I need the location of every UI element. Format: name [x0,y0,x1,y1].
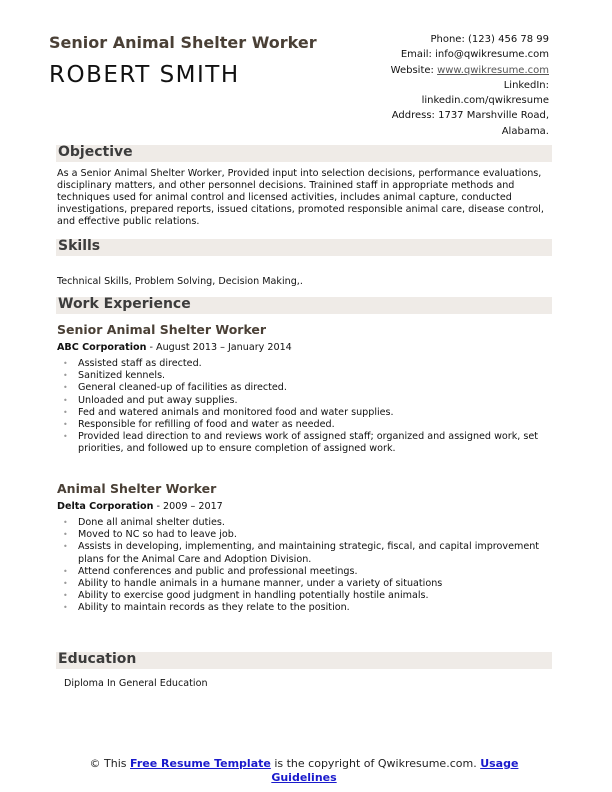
contact-linkedin: linkedin.com/qwikresume [421,95,549,107]
section-work-experience-header [56,297,552,314]
contact-email [349,47,549,62]
list-item: • Assisted staff as directed. [57,358,552,370]
contact-address [349,108,549,123]
website-label: Website: [390,64,434,76]
address-line1: 1737 Marshville Road, [438,110,549,122]
contact-website [349,63,549,78]
list-item: • Fed and watered animals and monitored food and water supplies. [57,407,552,419]
job-title-1: Senior Animal Shelter Worker [57,322,267,337]
list-item: • Unloaded and put away supplies. [57,395,552,407]
address-label: Address: [391,110,435,122]
education-text: Diploma In General Education [64,678,208,689]
list-item: • Assists in developing, implementing, and maintaining strategic, fiscal, and capital improvement plans for the Animal Care and Adoption Division. [57,541,552,565]
list-item: • Provided lead direction to and reviews work of assigned staff; organized and assigned work, set priorities, and followed up to ensure completion of assigned work. [57,431,552,455]
company-name: Delta Corporation [57,501,154,512]
footer-middle: is the copyright of Qwikresume.com. [270,757,481,770]
contact-linkedin-label: LinkedIn: [503,79,549,91]
usage-guidelines-link[interactable]: Usage Guidelines [271,757,519,784]
job-2-bullets [57,517,552,615]
list-item: • Ability to exercise good judgment in handling potentially hostile animals. [57,590,552,602]
company-name: ABC Corporation [57,342,147,353]
list-item: • Sanitized kennels. [57,370,552,382]
list-item: • Moved to NC so had to leave job. [57,529,552,541]
section-objective-header [56,145,552,162]
company-line-1 [57,342,292,353]
section-heading: Skills [58,238,101,254]
objective-text: As a Senior Animal Shelter Worker, Provided input into selection decisions, performance evaluations, disciplinary matters, and other personnel decisions. Trainined staff in appropriate methods and techniques used for animal control and licensed activities, includes animal capture, conducted investigations, prepared reports, issued citations, promoted responsible animal care, disease control, and effective public relations. [57,168,544,227]
section-heading: Work Experience [58,296,191,312]
section-education-header [56,652,552,669]
section-skills-header [56,239,552,256]
section-heading: Objective [58,144,133,160]
website-link[interactable]: www.qwikresume.com [437,64,549,76]
job-title-2: Animal Shelter Worker [57,481,217,496]
header-job-title: Senior Animal Shelter Worker [49,33,317,52]
list-item: • Ability to handle animals in a humane manner, under a variety of situations [57,578,552,590]
footer-prefix: © This [89,757,131,770]
list-item: • Attend conferences and public and professional meetings. [57,566,552,578]
list-item: • Ability to maintain records as they relate to the position. [57,602,552,614]
phone-label: Phone: [430,34,465,45]
list-item: • Done all animal shelter duties. [57,517,552,529]
list-item: • Responsible for refilling of food and water as needed. [57,419,552,431]
free-resume-template-link[interactable]: Free Resume Template [130,757,271,770]
contact-address-line2: Alabama. [501,125,549,137]
contact-phone [349,32,549,47]
copyright-footer [56,757,552,785]
list-item: • General cleaned-up of facilities as directed. [57,382,552,394]
section-heading: Education [58,651,137,667]
skills-text: Technical Skills, Problem Solving, Decision Making,. [57,276,303,287]
candidate-name: ROBERT SMITH [49,62,240,88]
contact-block [349,32,549,139]
company-line-2 [57,501,223,512]
phone-value: (123) 456 78 99 [468,34,549,45]
job-dates: - 2009 – 2017 [153,501,223,512]
email-value: info@qwikresume.com [435,49,549,61]
email-label: Email: [400,49,432,61]
job-1-bullets [57,358,552,456]
job-dates: - August 2013 – January 2014 [146,342,292,353]
